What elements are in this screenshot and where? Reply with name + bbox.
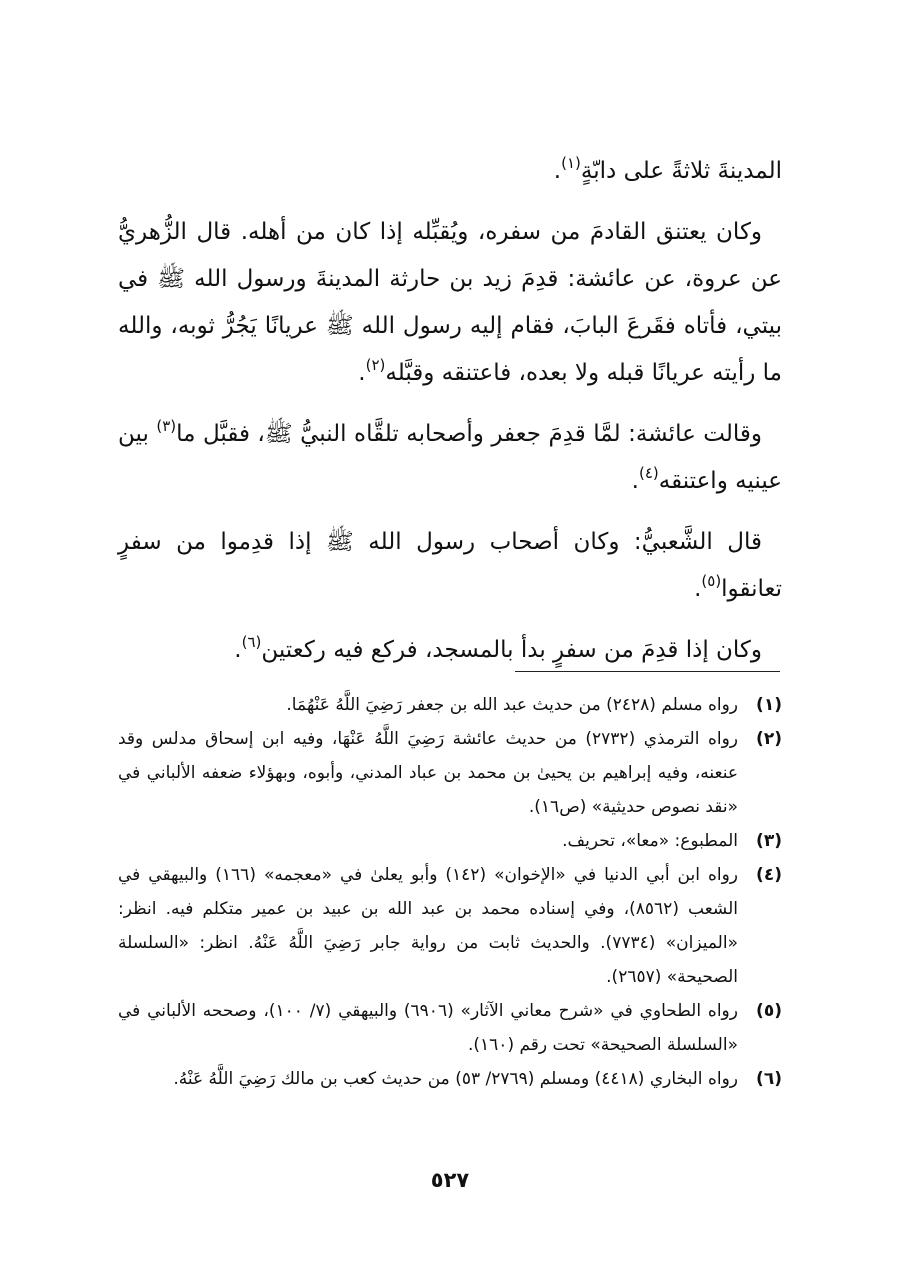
footnote-text: رواه ابن أبي الدنيا في «الإخوان» (١٤٢) وأبو يعلىٰ في «معجمه» (١٦٦) والبيهقي في الشعب (٨٥٦٢)، وفي إسناده محمد بن عبد الله بن عبيد بن عمير متكلم فيه. انظر: «الميزان» (٧٧٣٤). والحديث ثابت من رواية جابر رَضِيَ اللَّهُ عَنْهُ. انظر: «السلسلة الصحيحة» (٢٦٥٧).: [118, 865, 738, 987]
footnote-separator: [515, 671, 780, 672]
footnote-text: رواه مسلم (٢٤٢٨) من حديث عبد الله بن جعفر رَضِيَ اللَّهُ عَنْهُمَا.: [286, 695, 738, 715]
footnote: [118, 994, 782, 1062]
footnote-number: (٣): [756, 831, 782, 851]
footnote-marker: (٣): [156, 417, 177, 435]
footnote: [118, 1062, 782, 1096]
footnote-marker: (٤): [638, 464, 659, 482]
paragraph: وكان يعتنق القادمَ من سفره، ويُقبِّله إذا كان من أهله. قال الزُّهريُّ عن عروة، عن عائشة: قدِمَ زيد بن حارثة المدينةَ ورسول الله ﷺ في بيتي، فأتاه فقَرعَ البابَ، فقام إليه رسول الله ﷺ عريانًا يَجُرُّ ثوبه، والله ما رأيته عريانًا قبله ولا بعده، فاعتنقه وقبَّله$^{(٢)}$.: [118, 219, 782, 386]
main-text: [118, 148, 782, 688]
footnote-number: (٢): [756, 729, 782, 749]
footnote-text: رواه الترمذي (٢٧٣٢) من حديث عائشة رَضِيَ اللَّهُ عَنْهَا، وفيه ابن إسحاق مدلس وقد عنعنه، وفيه إبراهيم بن يحيىٰ بن محمد بن عباد المدني، وأبوه، وبهؤلاء ضعفه الألباني في «نقد نصوص حديثية» (ص١٦).: [118, 729, 738, 817]
footnote-marker: (٦): [241, 633, 262, 651]
page-number: ٥٢٧: [430, 1168, 470, 1192]
footnote: [118, 858, 782, 994]
footnote-marker: (٥): [701, 572, 722, 590]
paragraph: وكان إذا قدِمَ من سفرٍ بدأ بالمسجد، فركع فيه ركعتين$^{(٦)}$.: [234, 633, 762, 663]
footnote-marker: (٢): [365, 356, 386, 374]
paragraph: وقالت عائشة: لمَّا قدِمَ جعفر وأصحابه تلقَّاه النبيُّ ﷺ، فقبَّل ما$^{(٣)}$ بين عينيه واعتنقه$^{(٤)}$.: [118, 417, 782, 494]
footnote-number: (١): [756, 695, 782, 715]
footnote-number: (٥): [756, 1001, 782, 1021]
footnote-text: رواه البخاري (٤٤١٨) ومسلم (٢٧٦٩/ ٥٣) من حديث كعب بن مالك رَضِيَ اللَّهُ عَنْهُ.: [173, 1069, 738, 1089]
paragraph: قال الشَّعبيُّ: وكان أصحاب رسول الله ﷺ إذا قدِموا من سفرٍ تعانقوا$^{(٥)}$.: [118, 529, 782, 602]
footnote-text: المطبوع: «معا»، تحريف.: [562, 831, 738, 851]
footnote: [118, 688, 782, 722]
footnote-number: (٤): [756, 865, 782, 885]
footnote-number: (٦): [756, 1069, 782, 1089]
paragraph: المدينةَ ثلاثةً على دابّةٍ$^{(١)}$.: [553, 154, 782, 184]
footnotes: [118, 688, 782, 1096]
footnote-text: رواه الطحاوي في «شرح معاني الآثار» (٦٩٠٦) والبيهقي (٧/ ١٠٠)، وصححه الألباني في «السلسلة الصحيحة» تحت رقم (١٦٠).: [118, 1001, 738, 1055]
footnote: [118, 722, 782, 824]
footnote-marker: (١): [561, 154, 581, 172]
footnote: [118, 824, 782, 858]
